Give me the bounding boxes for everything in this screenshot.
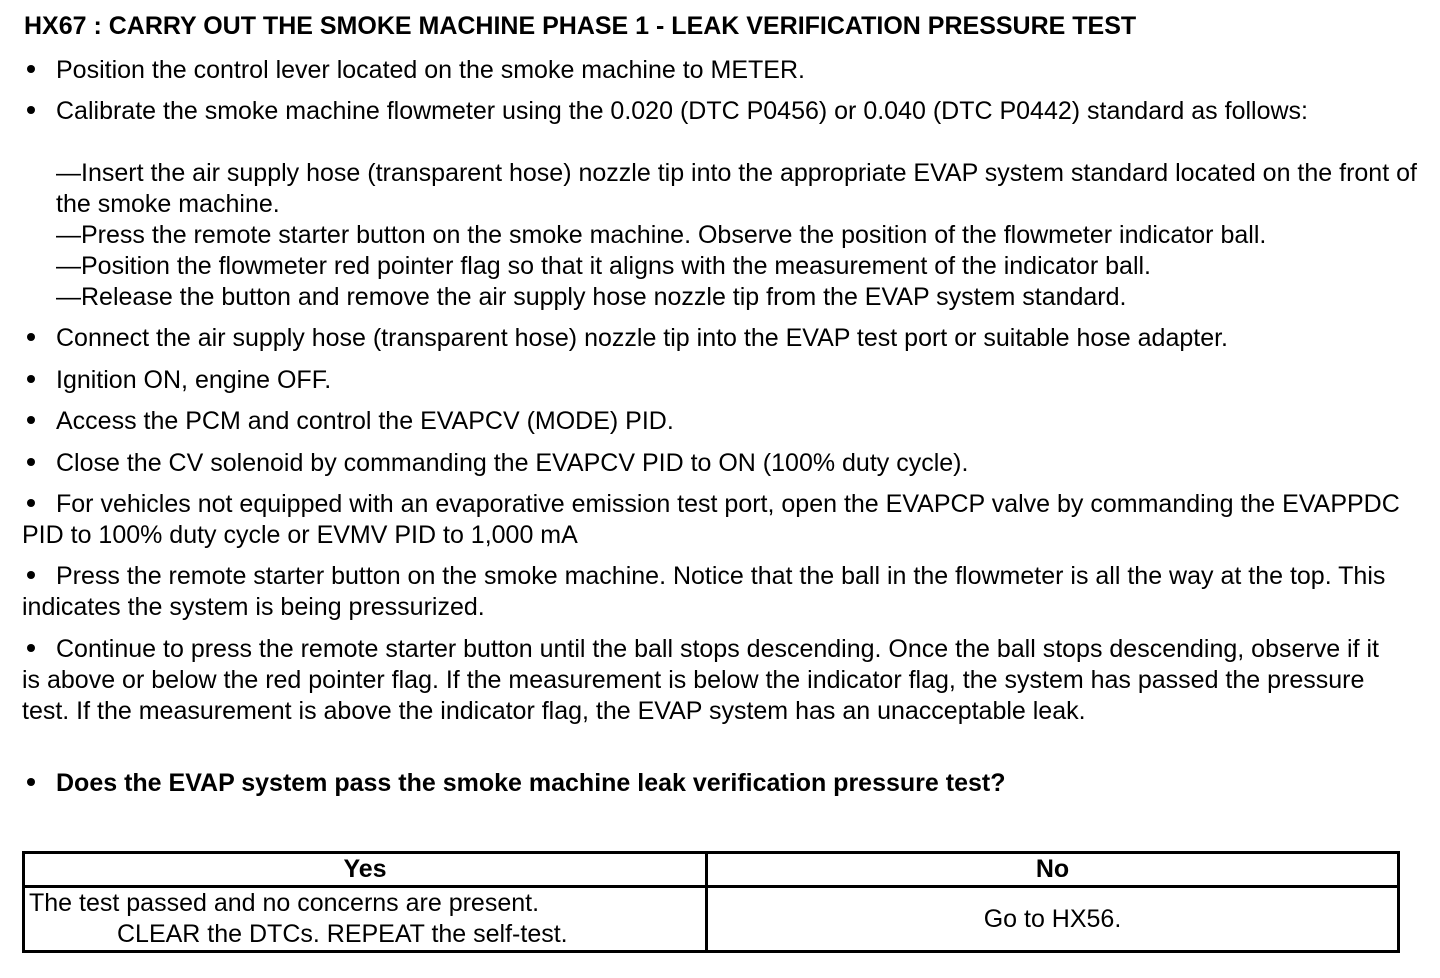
yes-line-1: The test passed and no concerns are present. [29,889,540,917]
question-text: Does the EVAP system pass the smoke machine leak verification pressure test? [56,769,1006,797]
step-item [22,55,1412,86]
bullet-icon [22,561,56,592]
substep-text: —Position the flowmeter red pointer flag so that it aligns with the measurement of the indicator ball. [56,252,1152,280]
bullet-icon [22,406,56,437]
step-text: Calibrate the smoke machine flowmeter using the 0.020 (DTC P0456) or 0.040 (DTC P0442) standard as follows: [56,97,1308,125]
yes-line-2: CLEAR the DTCs. REPEAT the self-test. [117,920,568,948]
step-text: For vehicles not equipped with an evaporative emission test port, open the EVAPCP valve by commanding the EVAPPDC PID to 100% duty cycle or EVMV PID to 1,000 mA [22,490,1400,549]
bullet-icon [22,634,56,665]
step-item [22,323,1412,354]
calibration-substep [56,220,1426,251]
step-text: Press the remote starter button on the smoke machine. Notice that the ball in the flowmeter is all the way at the top. This indicates the system is being pressurized. [22,562,1386,621]
table-header-row [24,853,1399,887]
no-header: No [707,853,1399,887]
bullet-icon [22,489,56,520]
step-item [22,448,1412,479]
step-text: Close the CV solenoid by commanding the EVAPCV PID to ON (100% duty cycle). [56,449,969,477]
substep-text: —Release the button and remove the air supply hose nozzle tip from the EVAP system standard. [56,283,1127,311]
bullet-icon [22,55,56,86]
step-item [22,96,1412,127]
step-text: Connect the air supply hose (transparent hose) nozzle tip into the EVAP test port or suitable hose adapter. [56,324,1228,352]
step-text: Position the control lever located on the smoke machine to METER. [56,56,805,84]
procedure-heading: HX67 : CARRY OUT THE SMOKE MACHINE PHASE 1 - LEAK VERIFICATION PRESSURE TEST [24,12,1137,40]
bullet-icon [22,323,56,354]
bullet-icon [22,448,56,479]
substep-text: —Insert the air supply hose (transparent hose) nozzle tip into the appropriate EVAP system standard located on the front of the smoke machine. [56,159,1417,218]
yes-header: Yes [24,853,707,887]
result-table [22,851,1400,953]
step-item [22,561,1412,623]
calibration-substep [56,282,1426,313]
calibration-substep [56,251,1426,282]
step-item [22,489,1412,551]
step-item [22,634,1382,727]
bullet-icon [22,96,56,127]
step-item [22,365,1412,396]
no-cell: Go to HX56. [707,887,1399,952]
substep-text: —Press the remote starter button on the smoke machine. Observe the position of the flowmeter indicator ball. [56,221,1267,249]
bullet-icon [22,768,56,799]
step-text: Ignition ON, engine OFF. [56,366,332,394]
bullet-icon [22,365,56,396]
table-row [24,887,1399,952]
step-text: Access the PCM and control the EVAPCV (MODE) PID. [56,407,674,435]
calibration-substep [56,158,1426,220]
question-item [22,768,1412,799]
step-text: Continue to press the remote starter button until the ball stops descending. Once the ball stops descending, observe if it is above or below the red pointer flag. If the measurement is below the indicator flag, the system has passed the pressure test. If the measurement is above the indicator flag, the EVAP system has an unacceptable leak. [22,635,1379,725]
yes-cell [24,887,707,952]
step-item [22,406,1412,437]
